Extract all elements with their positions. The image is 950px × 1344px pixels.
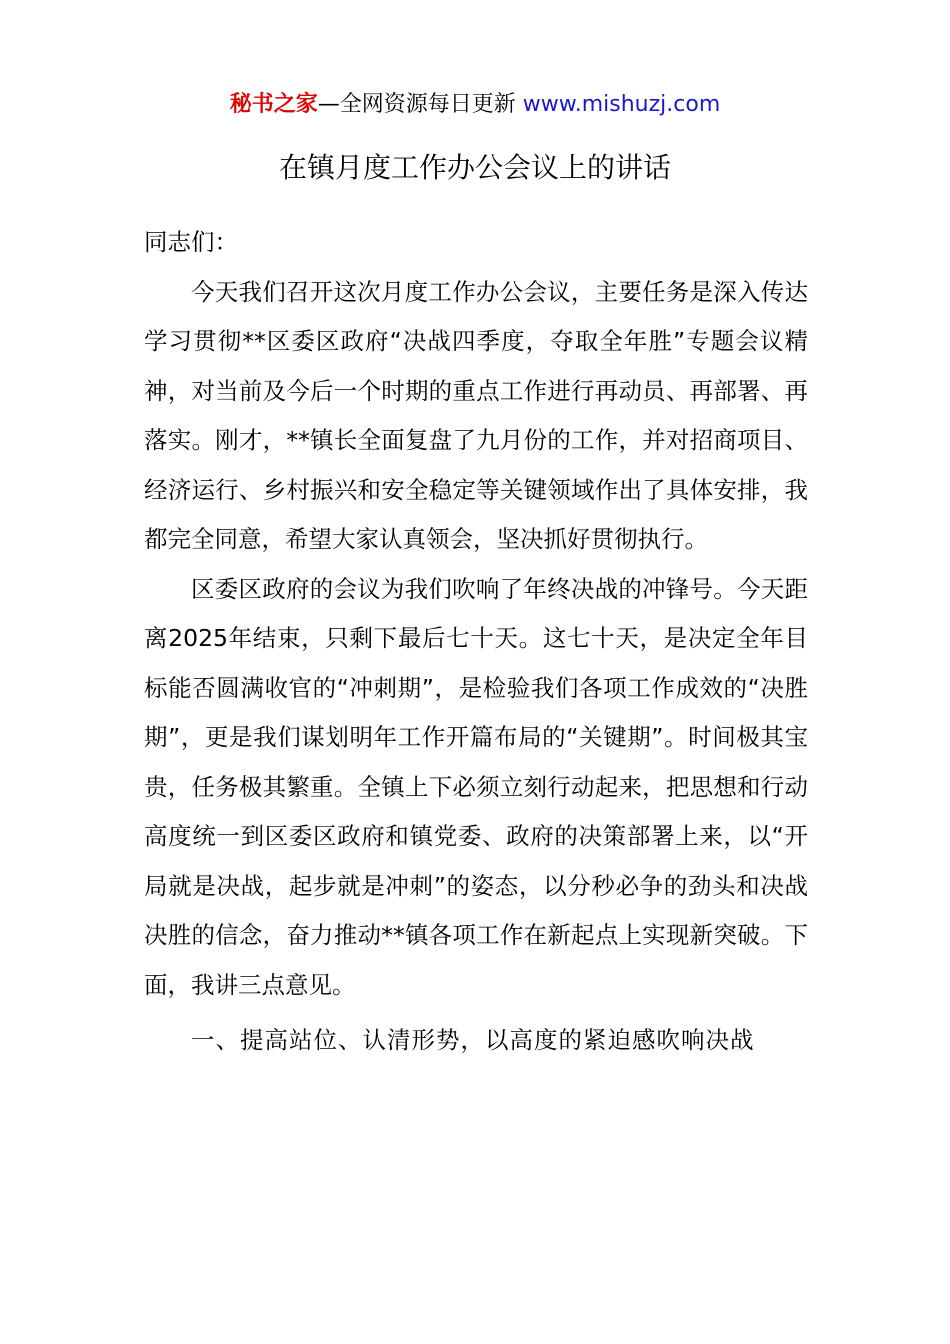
- paragraph-2: 区委区政府的会议为我们吹响了年终决战的冲锋号。今天距离2025年结束，只剩下最后七十天。这七十天，是决定全年目标能否圆满收官的“冲刺期”，是检验我们各项工作成效的“决胜期”，更是我们谋划明年工作开篇布局的“关键期”。时间极其宝贵，任务极其繁重。全镇上下必须立刻行动起来，把思想和行动高度统一到区委区政府和镇党委、政府的决策部署上来，以“开局就是决战，起步就是冲刺”的姿态，以分秒必争的劲头和决战决胜的信念，奋力推动**镇各项工作在新起点上实现新突破。下面，我讲三点意见。: [144, 574, 808, 999]
- salutation: 同志们：: [144, 228, 238, 256]
- document-body: [144, 218, 808, 1066]
- site-url-link[interactable]: www.mishuzj.com: [522, 92, 721, 117]
- section-heading-1: 一、提高站位、认清形势，以高度的紧迫感吹响决战: [191, 1026, 755, 1054]
- site-brand: 秘书之家: [229, 92, 318, 117]
- site-header: [0, 90, 950, 120]
- paragraph-1: 今天我们召开这次月度工作办公会议，主要任务是深入传达学习贯彻**区委区政府“决战四季度，夺取全年胜”专题会议精神，对当前及今后一个时期的重点工作进行再动员、再部署、再落实。刚才，**镇长全面复盘了九月份的工作，并对招商项目、经济运行、乡村振兴和安全稳定等关键领域作出了具体安排，我都完全同意，希望大家认真领会，坚决抓好贯彻执行。: [144, 277, 808, 553]
- site-tagline: —全网资源每日更新: [317, 92, 523, 117]
- document-title: 在镇月度工作办公会议上的讲话: [278, 151, 671, 184]
